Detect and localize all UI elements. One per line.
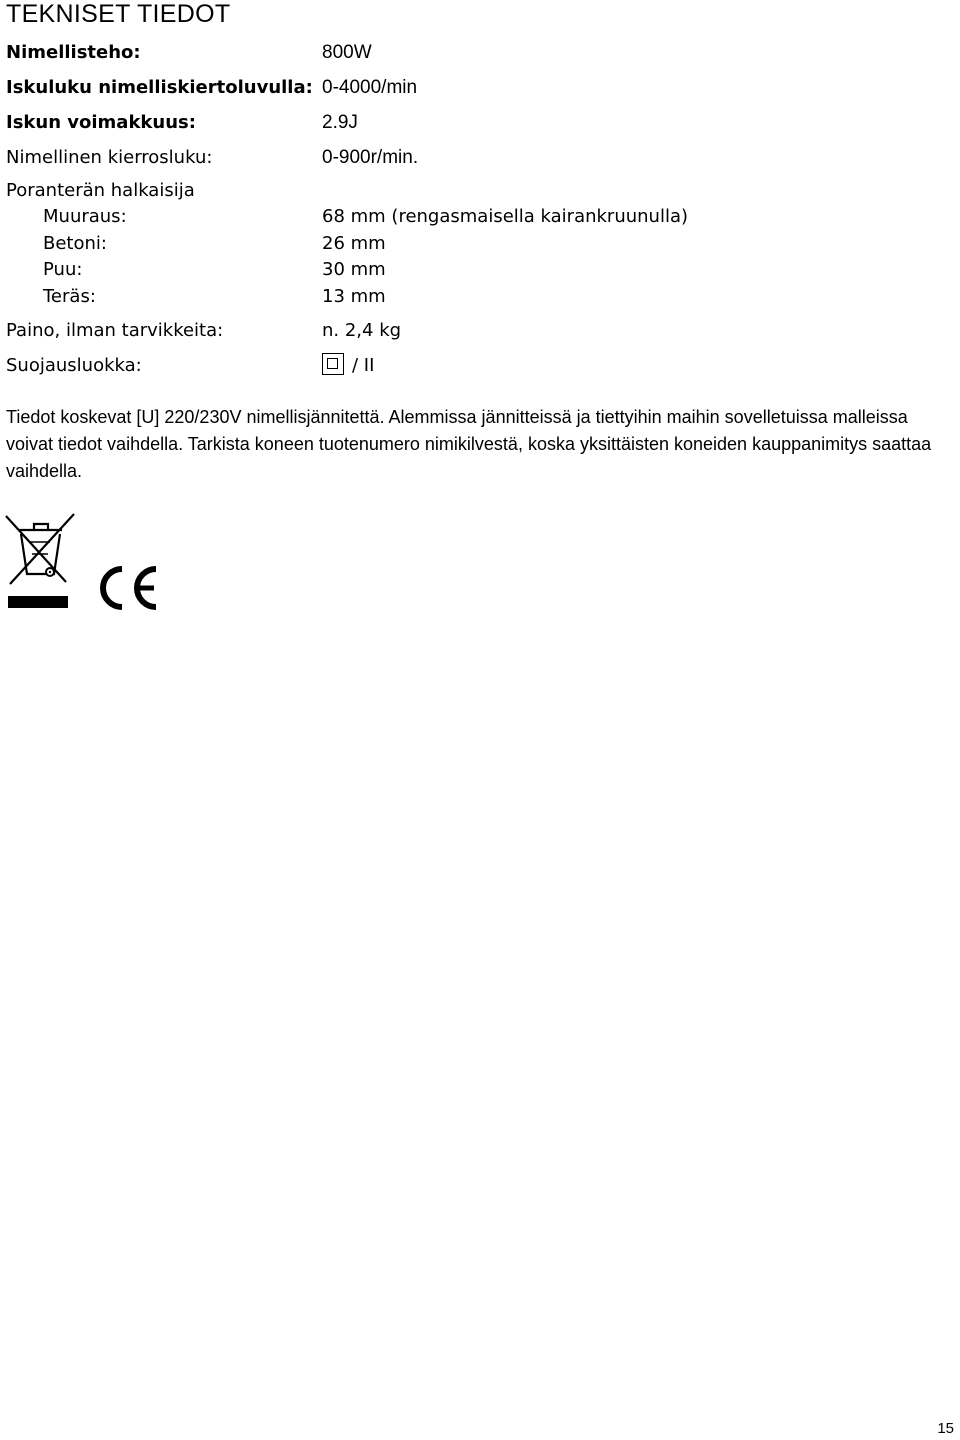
spec-value: 30 mm [322, 259, 386, 280]
spec-value: 800W [322, 42, 372, 63]
spec-value: n. 2,4 kg [322, 320, 402, 341]
crossed-out-wheelie-bin-icon [4, 510, 80, 610]
spec-value: 0-900r/min. [322, 147, 419, 168]
spec-value: 2.9J [322, 112, 358, 133]
spec-value: 13 mm [322, 286, 386, 307]
spec-label: Iskuluku nimelliskiertoluvulla: [6, 77, 313, 98]
spec-value: 68 mm (rengasmaisella kairankruunulla) [322, 206, 689, 227]
spec-label: Nimellisteho: [6, 42, 141, 63]
spec-label: Puu: [43, 259, 83, 280]
page-title: TEKNISET TIEDOT [6, 0, 231, 28]
class-ii-double-square-icon [322, 353, 344, 375]
spec-value: / II [352, 355, 375, 376]
spec-label: Iskun voimakkuus: [6, 112, 196, 133]
voltage-note: Tiedot koskevat [U] 220/230V nimellisjännitettä. Alemmissa jännitteissä ja tiettyihin maihin sovelletuissa malleissa voivat tiedot vaihdella. Tarkista koneen tuotenumero nimikilvestä, koska yksittäisten koneiden kauppanimitys saattaa vaihdella. [6, 407, 932, 481]
page-number: 15 [937, 1420, 954, 1437]
spec-label: Paino, ilman tarvikkeita: [6, 320, 224, 341]
spec-label: Muuraus: [43, 206, 127, 227]
spec-value: 0-4000/min [322, 77, 418, 98]
spec-label: Nimellinen kierrosluku: [6, 147, 213, 168]
spec-label: Teräs: [43, 286, 96, 307]
spec-value: 26 mm [322, 233, 386, 254]
ce-mark-icon [94, 565, 162, 611]
spec-label: Betoni: [43, 233, 107, 254]
spec-label: Suojausluokka: [6, 355, 142, 376]
spec-value-wrap [322, 355, 374, 377]
spec-heading: Poranterän halkaisija [6, 180, 195, 201]
